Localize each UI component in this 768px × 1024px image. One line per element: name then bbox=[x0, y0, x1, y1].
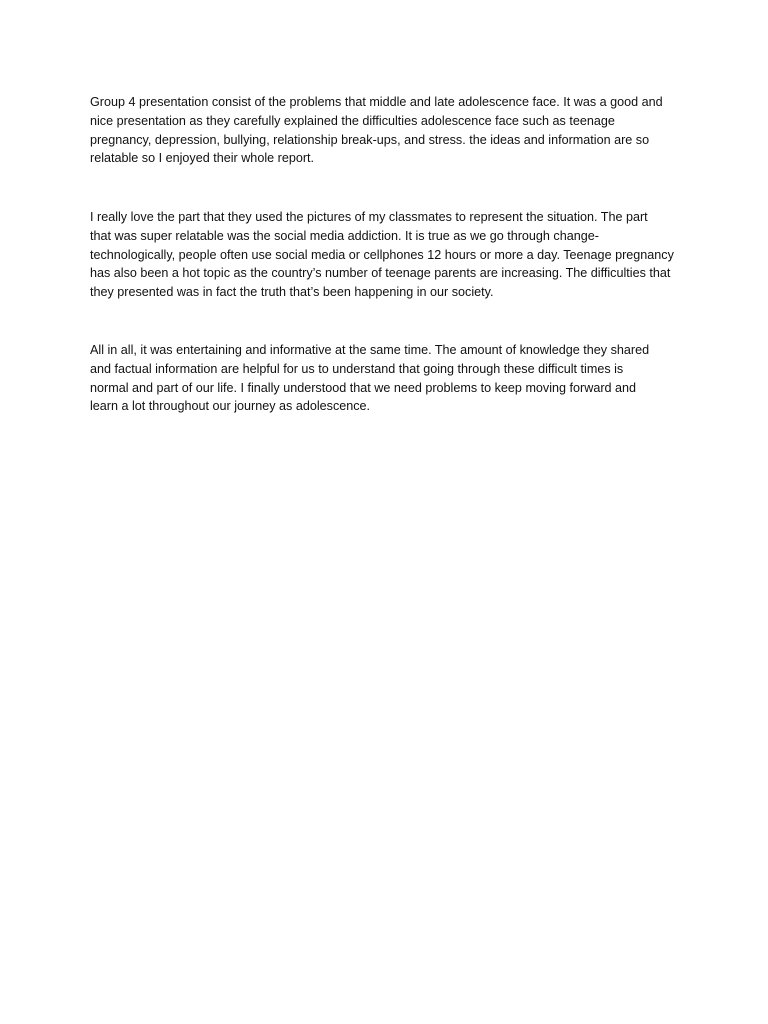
paragraph-line: nice presentation as they carefully explained the difficulties adolescence face such as teenage bbox=[90, 113, 615, 128]
paragraph-line: that was super relatable was the social media addiction. It is true as we go through change- bbox=[90, 228, 599, 243]
paragraph-line: All in all, it was entertaining and informative at the same time. The amount of knowledge they shared bbox=[90, 343, 650, 357]
paragraph-line: learn a lot throughout our journey as adolescence. bbox=[90, 399, 371, 414]
paragraph-line: Group 4 presentation consist of the problems that middle and late adolescence face. It was a good and bbox=[90, 95, 663, 109]
paragraph-3 bbox=[90, 341, 682, 416]
paragraph-2 bbox=[90, 208, 682, 302]
paragraph-line: I really love the part that they used the pictures of my classmates to represent the situation. The part bbox=[90, 210, 648, 224]
paragraph-line: normal and part of our life. I finally understood that we need problems to keep moving forward and bbox=[90, 380, 637, 395]
paragraph-1 bbox=[90, 93, 682, 168]
paragraph-line: they presented was in fact the truth that’s been happening in our society. bbox=[90, 285, 494, 300]
paragraph-line: and factual information are helpful for us to understand that going through these difficult times is bbox=[90, 361, 624, 376]
paragraph-line: has also been a hot topic as the country’s number of teenage parents are increasing. The difficulties that bbox=[90, 266, 671, 281]
paragraph-line: technologically, people often use social media or cellphones 12 hours or more a day. Teenage pregnancy bbox=[90, 247, 674, 262]
paragraph-line: relatable so I enjoyed their whole report. bbox=[90, 151, 315, 166]
paragraph-line: pregnancy, depression, bullying, relationship break-ups, and stress. the ideas and information are so bbox=[90, 132, 650, 147]
